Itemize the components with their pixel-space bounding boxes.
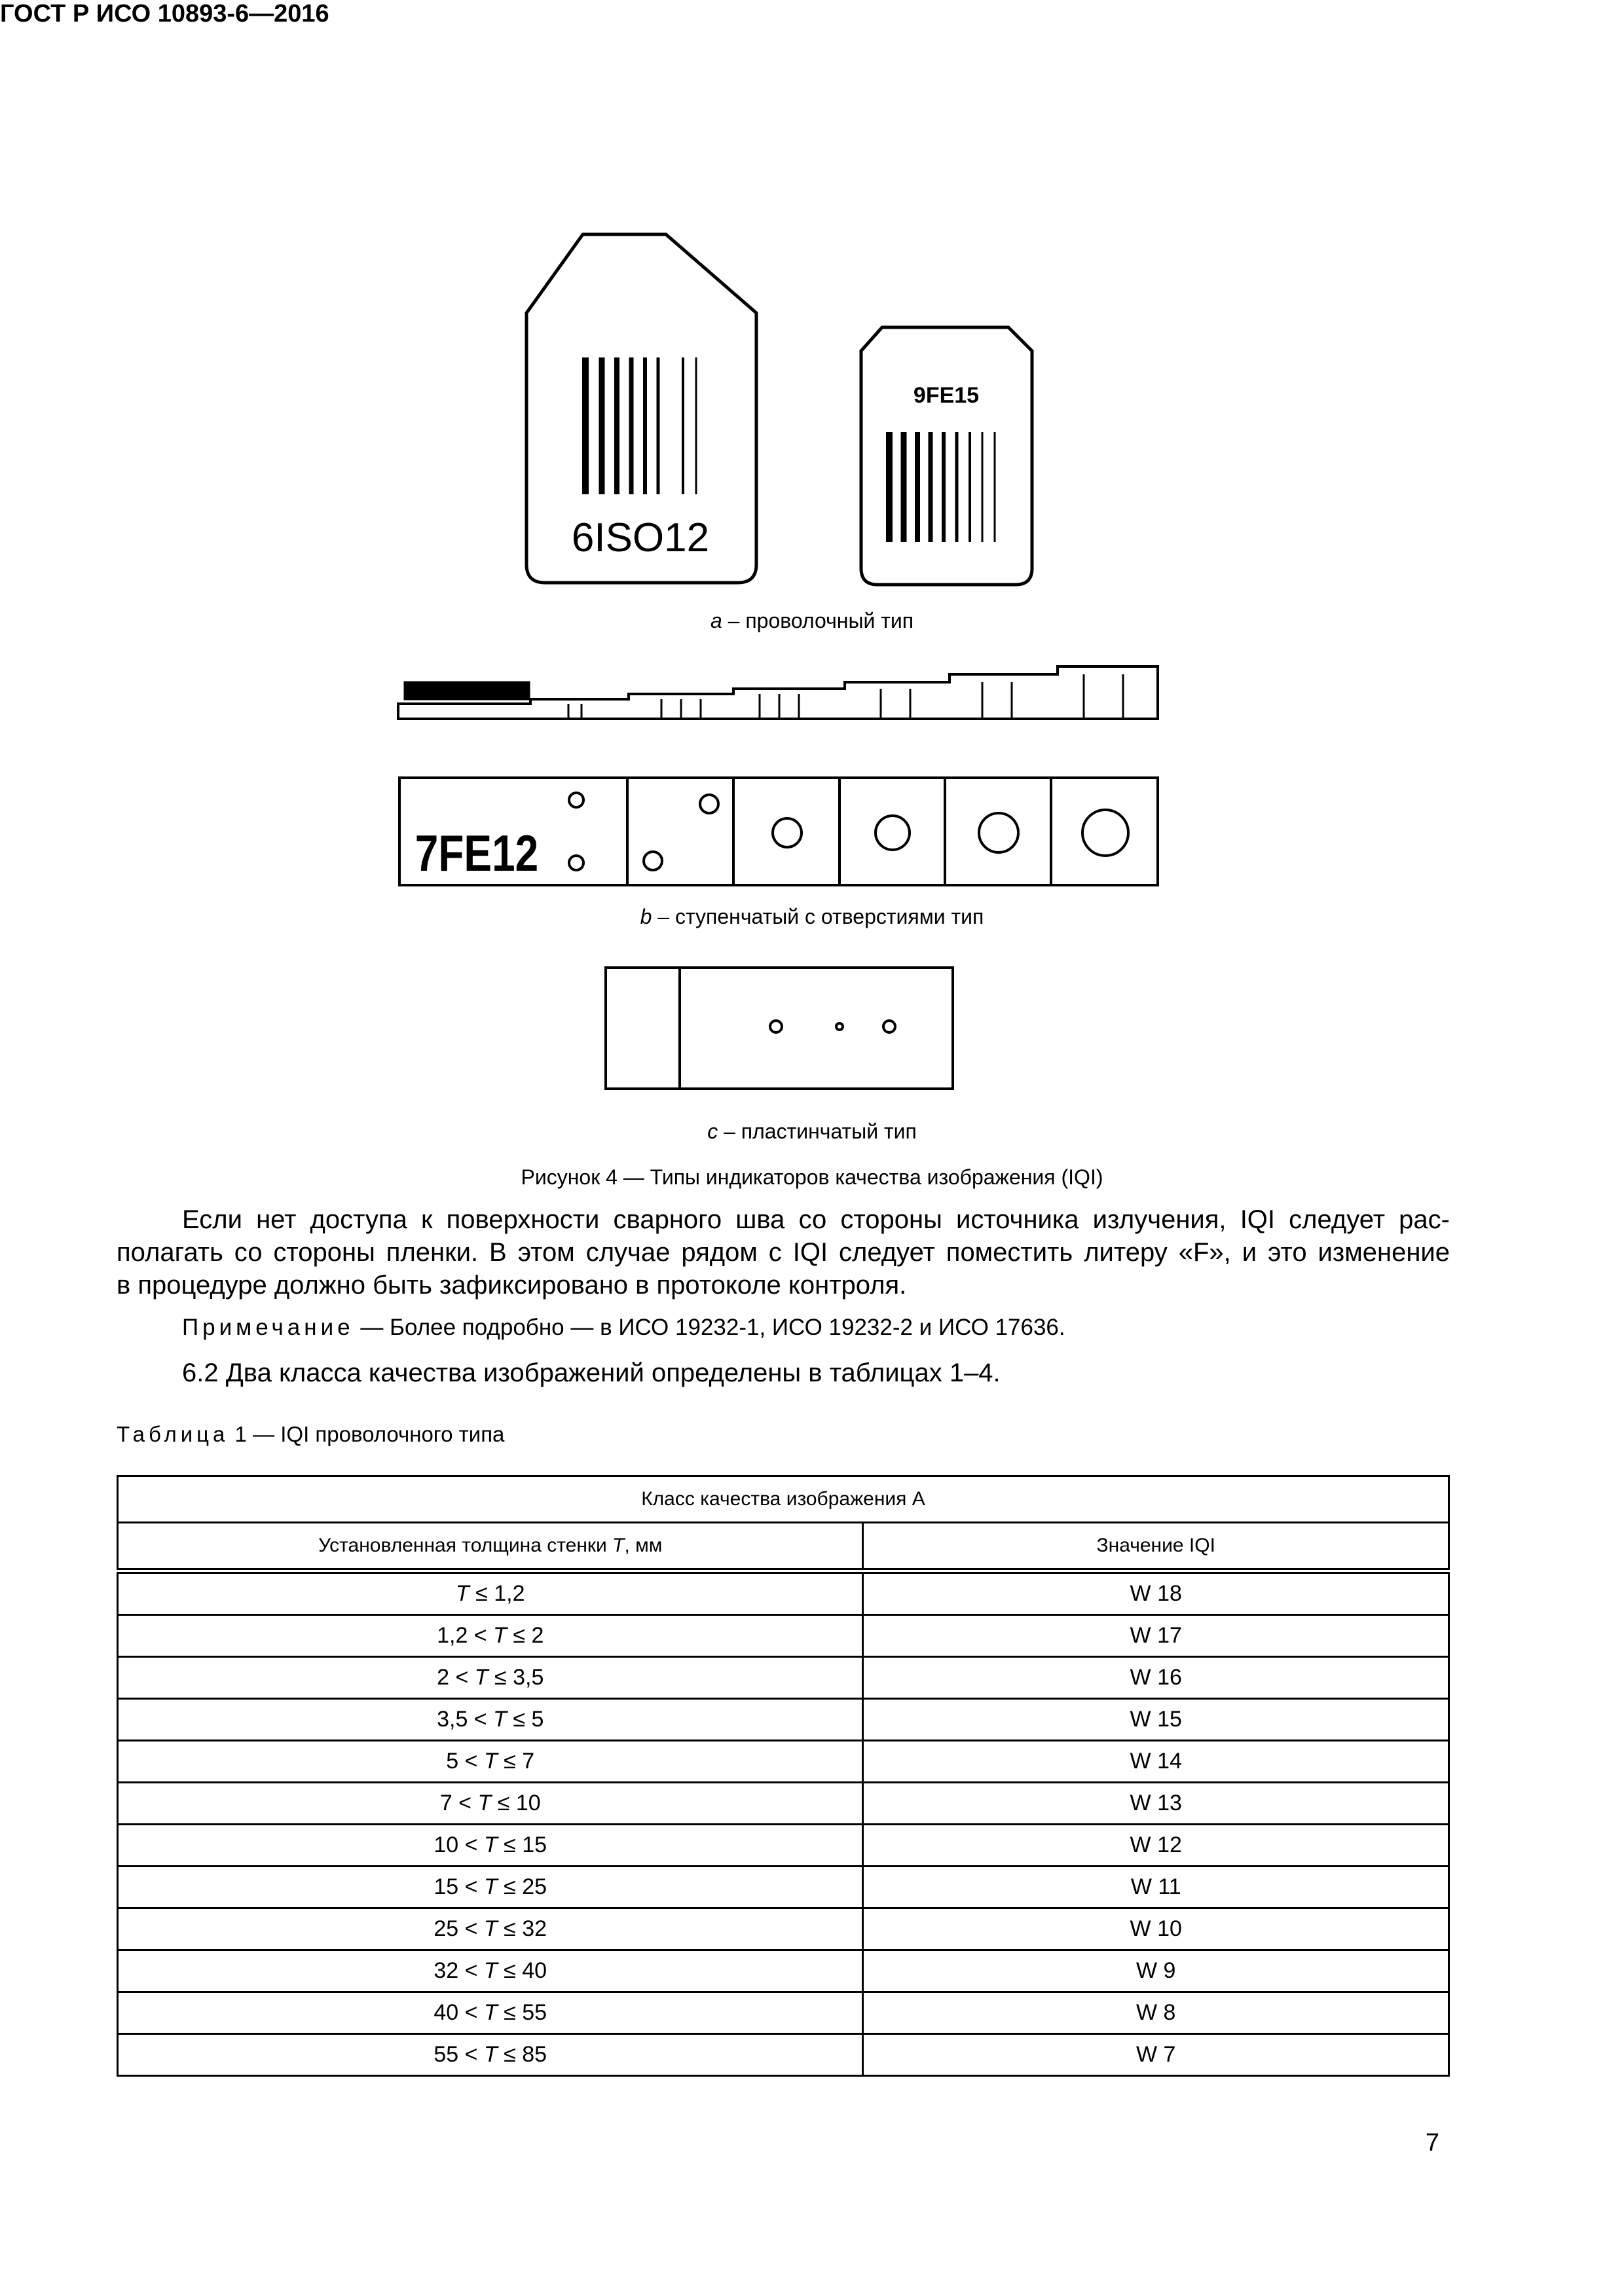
table-title-label: Таблица	[117, 1422, 229, 1446]
figure-title: Рисунок 4 — Типы индикаторов качества изображения (IQI)	[521, 1165, 1103, 1189]
table-class-header: Класс качества изображения А	[118, 1476, 1449, 1523]
body-paragraph	[117, 1203, 1450, 1302]
caption-c-text: – пластинчатый тип	[718, 1120, 917, 1143]
thickness-cell: 5 < T ≤ 7	[118, 1741, 863, 1783]
caption-a-text: – проволочный тип	[722, 609, 914, 632]
note-text: — Более подробно — в ИСО 19232-1, ИСО 19232-2 и ИСО 17636.	[354, 1315, 1065, 1340]
iqi-value-cell: W 14	[863, 1741, 1449, 1783]
caption-a-letter: a	[710, 609, 722, 632]
caption-b-text: – ступенчатый с отверстиями тип	[652, 905, 984, 928]
step-iqi-side-view	[398, 666, 1158, 719]
caption-b	[0, 905, 1624, 929]
table-row	[118, 1571, 1449, 1615]
caption-c	[0, 1120, 1624, 1144]
wire-iqi-small-label: 9FE15	[913, 383, 980, 408]
iqi-value-cell: W 18	[863, 1571, 1449, 1615]
iqi-table	[117, 1475, 1450, 2077]
figure-iqi-types	[0, 0, 1624, 1113]
thickness-cell: 2 < T ≤ 3,5	[118, 1657, 863, 1699]
thickness-cell: 10 < T ≤ 15	[118, 1825, 863, 1867]
table-row	[118, 1657, 1449, 1699]
thickness-cell: 1,2 < T ≤ 2	[118, 1615, 863, 1657]
step-hole-iqi-top-view	[399, 778, 1158, 885]
table-body	[118, 1571, 1449, 2076]
iqi-value-cell: W 16	[863, 1657, 1449, 1699]
document-code: ГОСТ Р ИСО 10893-6—2016	[0, 0, 329, 27]
table-row	[118, 1783, 1449, 1825]
table-row	[118, 1699, 1449, 1741]
section-6-2: 6.2 Два класса качества изображений определены в таблицах 1–4.	[182, 1358, 1001, 1387]
caption-b-letter: b	[640, 905, 652, 928]
table-row	[118, 1741, 1449, 1783]
paragraph-line-3: в процедуре должно быть зафиксировано в протоколе контроля.	[117, 1271, 907, 1300]
thickness-cell: T ≤ 1,2	[118, 1571, 863, 1615]
plate-iqi-drawing	[606, 968, 953, 1089]
thickness-cell: 40 < T ≤ 55	[118, 1992, 863, 2034]
caption-a	[0, 609, 1624, 633]
wire-iqi-small-drawing	[861, 327, 1032, 585]
iqi-value-cell: W 17	[863, 1615, 1449, 1657]
wire-iqi-large-label: 6ISO12	[571, 515, 710, 560]
page-number: 7	[1425, 2129, 1439, 2157]
note-label: Примечание	[182, 1315, 354, 1340]
paragraph-line-2: полагать со стороны пленки. В этом случае рядом с IQI следует поместить литеру «F», и это изменение	[117, 1238, 1450, 1267]
thickness-cell: 15 < T ≤ 25	[118, 1867, 863, 1908]
table-row	[118, 1992, 1449, 2034]
table-row	[118, 1908, 1449, 1950]
iqi-value-cell: W 15	[863, 1699, 1449, 1741]
thickness-cell: 25 < T ≤ 32	[118, 1908, 863, 1950]
wire-iqi-large-drawing	[526, 234, 756, 583]
thickness-cell: 3,5 < T ≤ 5	[118, 1699, 863, 1741]
step-hole-iqi-label: 7FE12	[415, 825, 539, 883]
table-title	[117, 1422, 504, 1447]
table-row	[118, 1867, 1449, 1908]
iqi-value-cell: W 10	[863, 1908, 1449, 1950]
note	[182, 1315, 1065, 1341]
thickness-cell: 7 < T ≤ 10	[118, 1783, 863, 1825]
iqi-value-cell: W 7	[863, 2034, 1449, 2076]
iqi-value-cell: W 13	[863, 1783, 1449, 1825]
iqi-value-cell: W 11	[863, 1867, 1449, 1908]
table-row	[118, 1950, 1449, 1992]
iqi-value-cell: W 12	[863, 1825, 1449, 1867]
thickness-cell: 55 < T ≤ 85	[118, 2034, 863, 2076]
table-row	[118, 1615, 1449, 1657]
caption-c-letter: c	[707, 1120, 718, 1143]
table-title-text: 1 — IQI проволочного типа	[229, 1422, 505, 1446]
thickness-cell: 32 < T ≤ 40	[118, 1950, 863, 1992]
table-col2-header: Значение IQI	[863, 1523, 1449, 1571]
iqi-value-cell: W 9	[863, 1950, 1449, 1992]
iqi-value-cell: W 8	[863, 1992, 1449, 2034]
table-row	[118, 1825, 1449, 1867]
table-row	[118, 2034, 1449, 2076]
table-col1-header: Установленная толщина стенки T, мм	[118, 1523, 863, 1571]
paragraph-line-1: Если нет доступа к поверхности сварного шва со стороны источника излучения, IQI следует рас-	[182, 1205, 1450, 1234]
